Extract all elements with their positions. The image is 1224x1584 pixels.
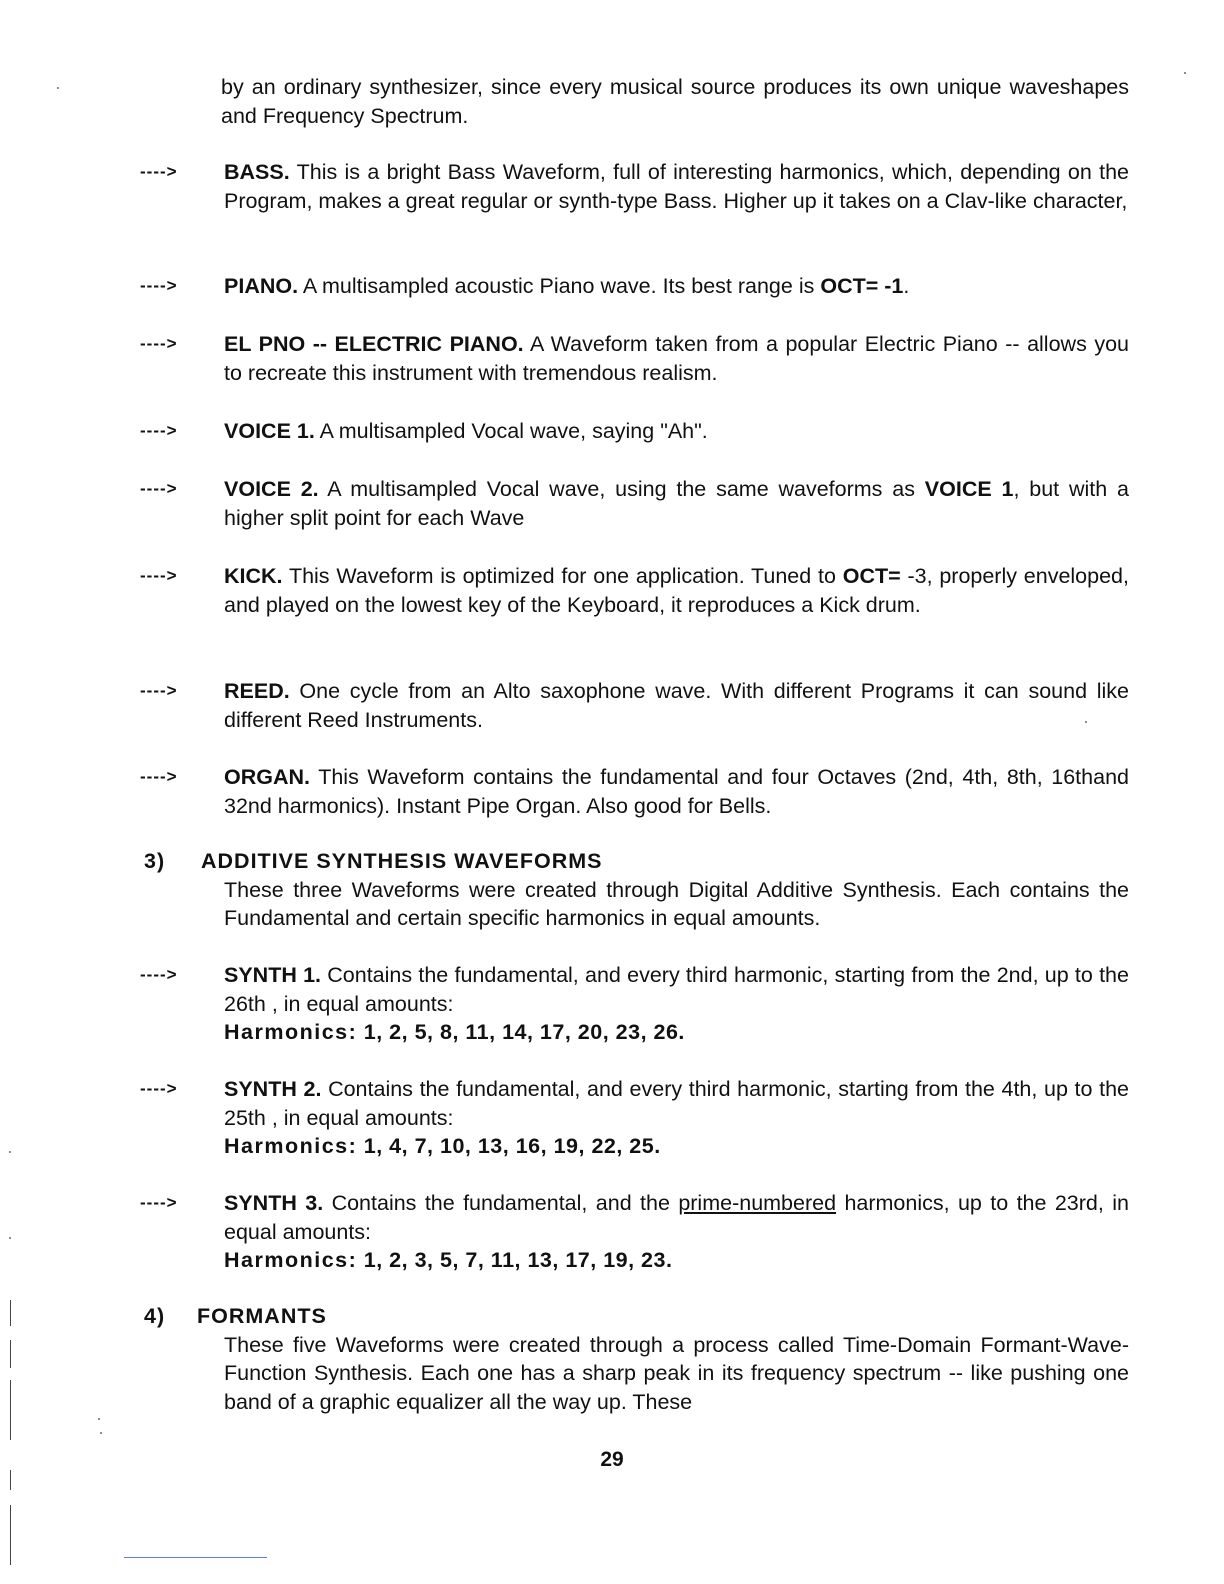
- scan-speck: [98, 1418, 100, 1420]
- entry-title: PIANO.: [224, 274, 299, 298]
- entry-title: VOICE 1.: [224, 419, 315, 443]
- entry-synth-1: [140, 961, 1129, 1047]
- arrow-marker: ---->: [140, 566, 178, 585]
- entry-synth-3: [140, 1189, 1129, 1275]
- entry-emphasis: OCT=: [842, 564, 901, 588]
- entry-organ: [140, 763, 1129, 820]
- entry-voice-1: [140, 417, 1129, 446]
- entry-text: This is a bright Bass Waveform, full of interesting harmonics, which, depending on the Program, makes a great regular or synth-type Bass. Higher up it takes on a Clav-like character,: [224, 160, 1130, 213]
- entry-text: This Waveform contains the fundamental and four Octaves (2nd, 4th, 8th, 16thand 32nd harmonics). Instant Pipe Organ. Also good for Bells.: [224, 765, 1129, 818]
- harmonics-label: Harmonics:: [224, 1134, 358, 1158]
- arrow-marker: ---->: [140, 1193, 178, 1212]
- scan-margin-line: [10, 1470, 11, 1490]
- entry-title: REED.: [224, 679, 290, 703]
- arrow-marker: ---->: [140, 965, 178, 984]
- entry-piano: [140, 272, 1129, 301]
- harmonics-label: Harmonics:: [224, 1248, 358, 1272]
- harmonics-line: [224, 1018, 1129, 1047]
- page-number: 29: [600, 1448, 624, 1471]
- arrow-marker: ---->: [140, 276, 178, 295]
- arrow-marker: ---->: [140, 1079, 178, 1098]
- section-body: These five Waveforms were created through a process called Time-Domain Formant-Wave-Function Synthesis. Each one has a sharp peak in its frequency spectrum -- like pushing one band of a graphic equalizer all the way up. These: [224, 1332, 1129, 1414]
- scan-margin-line: [10, 1505, 11, 1565]
- harmonics-values: 1, 2, 5, 8, 11, 14, 17, 20, 23, 26.: [363, 1020, 685, 1044]
- section-formants: [144, 1302, 1129, 1416]
- entry-title: KICK.: [224, 564, 283, 588]
- footer-rule: [124, 1557, 267, 1558]
- entry-text: A multisampled Vocal wave, using the same waveforms as: [327, 477, 915, 501]
- section-heading: [144, 847, 1129, 876]
- entry-title: SYNTH 2.: [224, 1077, 322, 1101]
- scan-speck: [1184, 72, 1186, 74]
- entry-text: harmonics, up to the 23rd, in equal amounts:: [224, 1191, 1129, 1244]
- entry-electric-piano: [140, 330, 1129, 387]
- section-title: ADDITIVE SYNTHESIS WAVEFORMS: [201, 849, 603, 873]
- entry-title: SYNTH 3.: [224, 1191, 324, 1215]
- entry-title: ORGAN.: [224, 765, 310, 789]
- scan-margin-line: [10, 1380, 11, 1440]
- entry-text-after: .: [903, 274, 910, 298]
- scan-speck: [9, 1237, 11, 1239]
- scan-speck: [57, 87, 59, 89]
- entry-text-after: , but with a higher split point for each Wave: [224, 477, 1129, 530]
- intro-text: by an ordinary synthesizer, since every musical source produces its own unique waveshapes and Frequency Spectrum.: [221, 75, 1129, 128]
- arrow-marker: ---->: [140, 767, 178, 786]
- section-body: These three Waveforms were created through Digital Additive Synthesis. Each contains the Fundamental and certain specific harmonics in equal amounts.: [224, 877, 1129, 930]
- harmonics-line: [224, 1132, 1129, 1161]
- scan-margin-line: [10, 1340, 11, 1368]
- arrow-marker: ---->: [140, 479, 178, 498]
- entry-title: BASS.: [224, 160, 290, 184]
- entry-text: Contains the fundamental, and every third harmonic, starting from the 4th, up to the 25th , in equal amounts:: [224, 1077, 1129, 1130]
- underlined-term: prime-numbered: [678, 1191, 837, 1215]
- arrow-marker: ---->: [140, 421, 178, 440]
- entry-emphasis: VOICE 1: [924, 477, 1014, 501]
- section-additive-synthesis: [144, 847, 1129, 933]
- section-title: FORMANTS: [197, 1304, 327, 1328]
- entry-text: A multisampled Vocal wave, saying "Ah".: [319, 419, 708, 443]
- entry-title: EL PNO -- ELECTRIC PIANO.: [224, 332, 524, 356]
- section-number: 4): [144, 1304, 166, 1328]
- entry-title: VOICE 2.: [224, 477, 319, 501]
- entry-text: One cycle from an Alto saxophone wave. With different Programs it can sound like different Reed Instruments.: [224, 679, 1129, 732]
- entry-emphasis: OCT= -1: [820, 274, 904, 298]
- arrow-marker: ---->: [140, 681, 178, 700]
- harmonics-values: 1, 4, 7, 10, 13, 16, 19, 22, 25.: [363, 1134, 661, 1158]
- entry-text: A multisampled acoustic Piano wave. Its best range is: [302, 274, 815, 298]
- section-number: 3): [144, 849, 166, 873]
- entry-reed: [140, 677, 1129, 734]
- harmonics-values: 1, 2, 3, 5, 7, 11, 13, 17, 19, 23.: [363, 1248, 673, 1272]
- arrow-marker: ---->: [140, 334, 178, 353]
- entry-voice-2: [140, 475, 1129, 532]
- arrow-marker: ---->: [140, 162, 178, 181]
- entry-text-before: Contains the fundamental, and the: [331, 1191, 670, 1215]
- scan-speck: [100, 1432, 102, 1434]
- entry-text: A Waveform taken from a popular Electric Piano -- allows you to recreate this instrument with tremendous realism.: [224, 332, 1130, 385]
- entry-kick: [140, 562, 1129, 619]
- entry-text: Contains the fundamental, and every third harmonic, starting from the 2nd, up to the 26th , in equal amounts:: [224, 963, 1129, 1016]
- harmonics-line: [224, 1246, 1129, 1275]
- scan-speck: [9, 1151, 11, 1153]
- scan-margin-line: [10, 1300, 11, 1326]
- entry-text-after: -3, properly enveloped, and played on the lowest key of the Keyboard, it reproduces a Kick drum.: [224, 564, 1129, 617]
- entry-bass: [140, 158, 1129, 215]
- harmonics-label: Harmonics:: [224, 1020, 358, 1044]
- entry-text: This Waveform is optimized for one application. Tuned to: [288, 564, 836, 588]
- intro-paragraph: [221, 73, 1129, 130]
- entry-title: SYNTH 1.: [224, 963, 322, 987]
- entry-synth-2: [140, 1075, 1129, 1161]
- section-heading: [144, 1302, 1129, 1331]
- scan-speck: [1085, 721, 1087, 723]
